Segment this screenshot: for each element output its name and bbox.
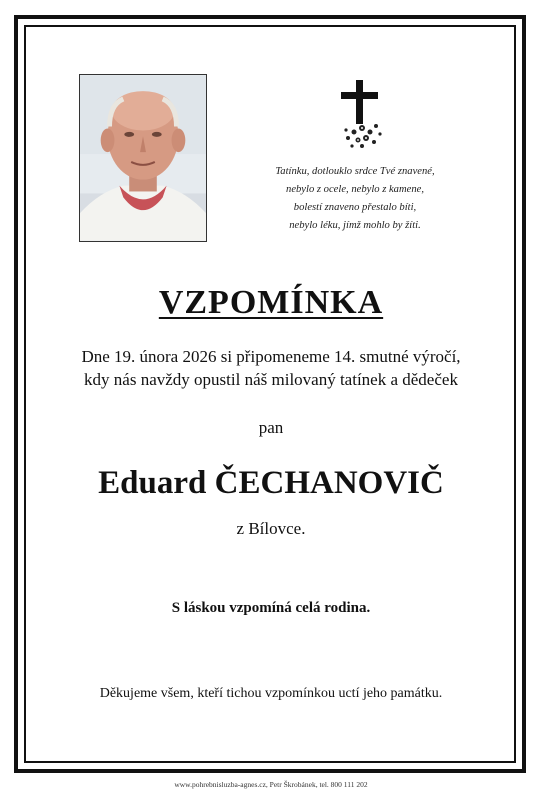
intro-text <box>30 345 512 391</box>
heading-text: VZPOMÍNKA <box>158 284 384 321</box>
poem-line: bolestí znaveno přestalo bíti, <box>293 202 417 213</box>
poem-line: Tatínku, dotlouklo srdce Tvé znavené, <box>275 166 435 177</box>
poem-line: nebylo léku, jímž mohlo by žíti. <box>289 220 421 231</box>
intro-line: Dne 19. února 2026 si připomeneme 14. smutné výročí, <box>81 347 461 366</box>
poem-line: nebylo z ocele, nebylo z kamene, <box>286 184 424 195</box>
cross-icon <box>336 80 392 152</box>
intro-line: kdy nás navždy opustil náš milovaný tatínek a dědeček <box>84 370 458 389</box>
poem <box>230 163 480 235</box>
origin: z Bílovce. <box>236 519 306 538</box>
portrait-photo <box>79 74 207 242</box>
family-line: S láskou vzpomíná celá rodina. <box>171 600 371 616</box>
thanks-line: Děkujeme všem, kteří tichou vzpomínkou uctí jeho památku. <box>99 686 443 701</box>
heading <box>0 284 542 322</box>
salutation: pan <box>258 418 284 437</box>
deceased-name: Eduard ČECHANOVIČ <box>98 465 444 501</box>
footer-credit: www.pohrebnisluzba-agnes.cz, Petr Škrobánek, tel. 800 111 202 <box>174 780 368 789</box>
